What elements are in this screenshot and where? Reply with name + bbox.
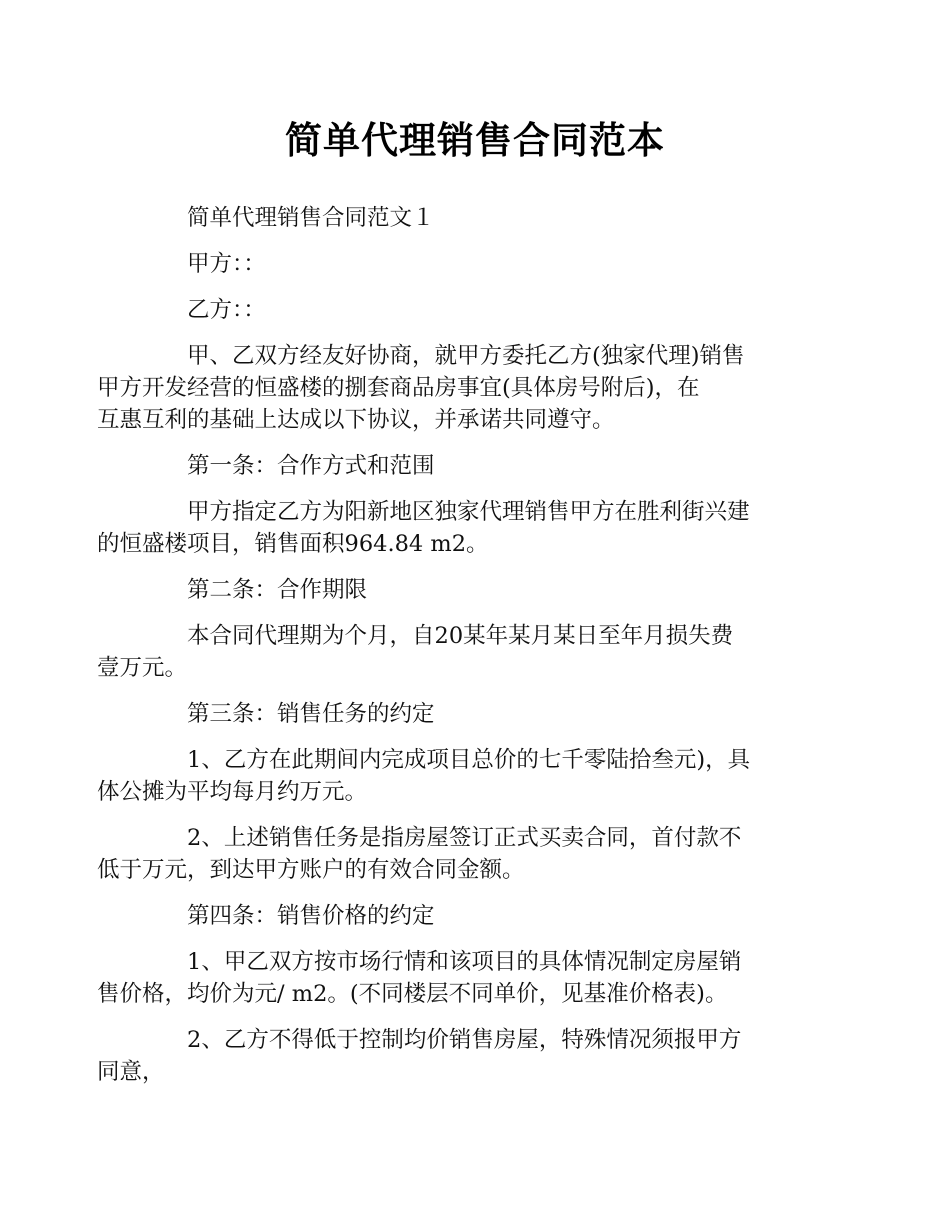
document-title: 简单代理销售合同范本 [285,119,665,162]
text-line: 简单代理销售合同范文１ [187,205,435,231]
paragraph-heading-version [142,202,817,234]
text-line: 互惠互利的基础上达成以下协议，并承诺共同遵守。 [97,407,615,433]
text-line: 本合同代理期为个月，自20某年某月某日至年月损失费 [187,623,734,649]
text-line: 第三条：销售任务的约定 [187,701,435,727]
text-line: 第四条：销售价格的约定 [187,903,435,929]
paragraph-article-4-item-1 [97,946,817,1010]
text-line: 同意， [97,1059,165,1085]
paragraph-party-b [142,294,817,326]
text-line: 第二条：合作期限 [187,577,368,603]
text-line: 甲、乙双方经友好协商，就甲方委托乙方(独家代理)销售 [187,343,745,369]
paragraph-article-3-title [142,698,817,730]
text-line: 售价格，均价为元/ m2。(不同楼层不同单价，见基准价格表)。 [97,981,728,1007]
text-line: 乙方：： [187,297,266,323]
text-line: 1、乙方在此期间内完成项目总价的七千零陆拾叁元)，具 [187,747,751,773]
text-line: 低于万元，到达甲方账户的有效合同金额。 [97,857,525,883]
paragraph-preamble [97,340,817,436]
paragraph-article-1-title [142,450,817,482]
text-line: 甲方开发经营的恒盛楼的捌套商品房事宜(具体房号附后)，在 [97,375,700,401]
paragraph-article-2-body [97,620,817,684]
text-line: 1、甲乙双方按市场行情和该项目的具体情况制定房屋销 [187,949,742,975]
text-line: 2、乙方不得低于控制均价销售房屋，特殊情况须报甲方 [187,1027,742,1053]
text-line: 2、上述销售任务是指房屋签订正式买卖合同，首付款不 [187,825,742,851]
paragraph-article-2-title [142,574,817,606]
paragraph-article-4-title [142,900,817,932]
paragraph-article-4-item-2 [97,1024,817,1088]
text-line: 的恒盛楼项目，销售面积964.84 m2。 [97,531,489,557]
paragraph-party-a [142,248,817,280]
paragraph-article-3-item-1 [97,744,817,808]
text-line: 壹万元。 [97,655,188,681]
paragraph-article-3-item-2 [97,822,817,886]
text-line: 第一条：合作方式和范围 [187,453,435,479]
paragraph-article-1-body [97,496,817,560]
text-line: 甲方：： [187,251,266,277]
text-line: 甲方指定乙方为阳新地区独家代理销售甲方在胜利街兴建 [187,499,750,525]
document-body [97,202,817,1102]
text-line: 体公摊为平均每月约万元。 [97,779,368,805]
